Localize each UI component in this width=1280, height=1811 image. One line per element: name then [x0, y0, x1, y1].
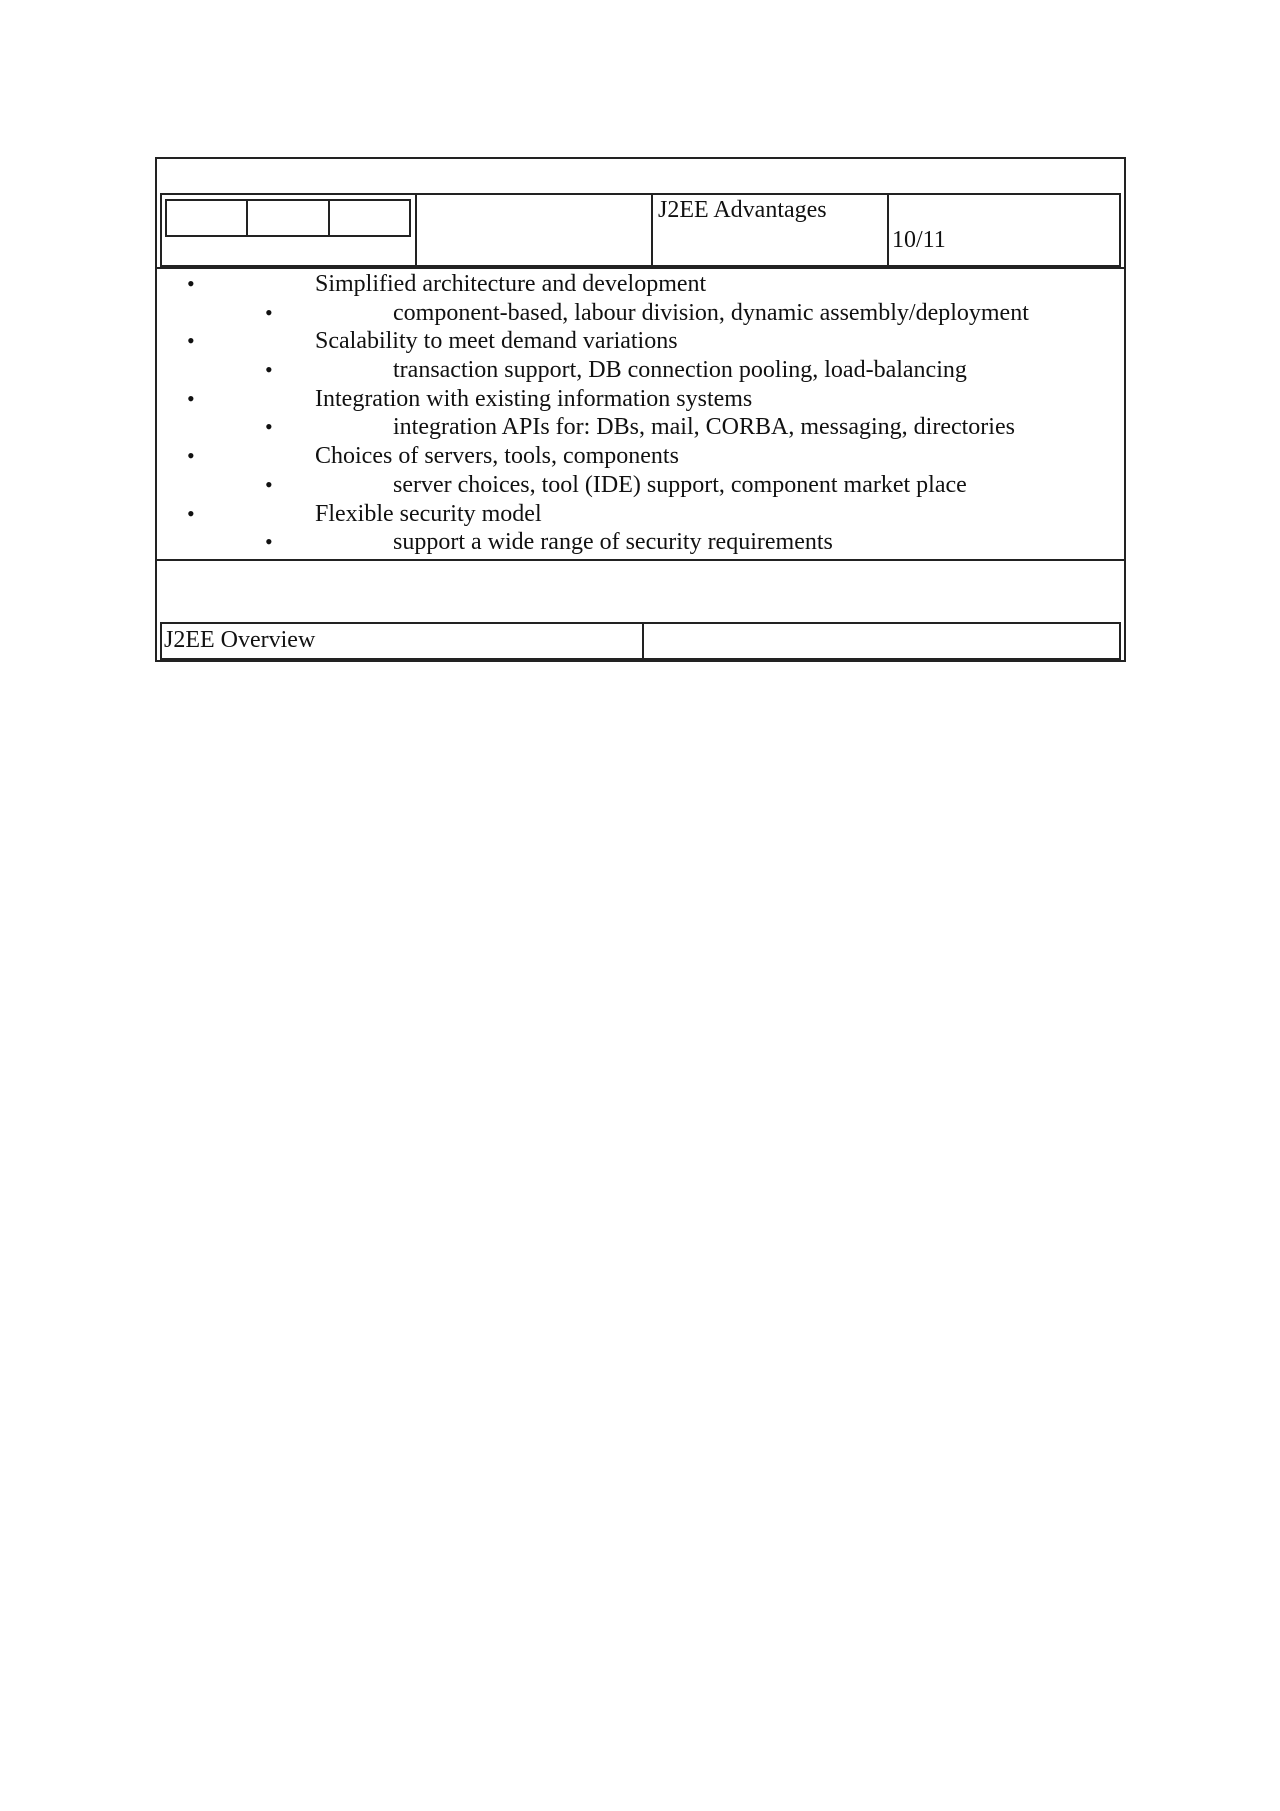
nav-button-last[interactable]: [328, 201, 409, 235]
nav-button-group: [165, 199, 411, 237]
bullet-icon: •: [265, 471, 273, 497]
slide-footer: [160, 622, 1121, 660]
bullet-text: Scalability to meet demand variations: [315, 328, 678, 355]
slide-header: [160, 193, 1121, 267]
footer-left-cell: [162, 624, 644, 658]
bullet-text: Simplified architecture and development: [315, 271, 707, 297]
page-number: 10/11: [892, 227, 946, 253]
sub-bullet-text: integration APIs for: DBs, mail, CORBA, messaging, directories: [393, 414, 1015, 441]
sub-bullet-text: support a wide range of security requirements: [393, 529, 833, 556]
content-divider-bottom: [157, 559, 1124, 561]
bullet-icon: •: [265, 357, 273, 383]
page-number-cell: [889, 195, 1119, 265]
sub-bullet-item: [157, 299, 1124, 328]
bullet-icon: •: [187, 271, 195, 296]
slide-title: J2EE Advantages: [658, 197, 827, 223]
title-cell: [653, 195, 889, 265]
footer-right-cell: [644, 624, 1119, 658]
bullet-icon: •: [265, 414, 273, 440]
bullet-icon: •: [187, 443, 195, 469]
sub-bullet-item: [157, 413, 1124, 442]
bullet-icon: •: [187, 500, 195, 526]
bullet-text: Integration with existing information systems: [315, 385, 753, 412]
bullet-text: Choices of servers, tools, components: [315, 443, 679, 470]
nav-button-middle[interactable]: [246, 201, 327, 235]
bullet-item: [157, 385, 1124, 414]
sub-bullet-text: server choices, tool (IDE) support, component market place: [393, 471, 967, 498]
nav-button-first[interactable]: [167, 201, 246, 235]
sub-bullet-item: [157, 471, 1124, 500]
sub-bullet-item: [157, 528, 1124, 557]
content-divider-top: [157, 267, 1124, 269]
sub-bullet-item: [157, 356, 1124, 385]
bullet-icon: •: [265, 529, 273, 555]
bullet-icon: •: [187, 328, 195, 354]
bullet-item: [157, 442, 1124, 471]
sub-bullet-text: transaction support, DB connection pooling, load-balancing: [393, 357, 967, 384]
bullet-text: Flexible security model: [315, 500, 542, 527]
nav-cell: [162, 195, 417, 265]
footer-title: J2EE Overview: [164, 627, 316, 653]
sub-bullet-text: component-based, labour division, dynamic assembly/deployment: [393, 299, 1029, 326]
bullet-list: [157, 270, 1124, 557]
slide-frame: [155, 157, 1126, 662]
bullet-item: [157, 500, 1124, 529]
bullet-icon: •: [265, 299, 273, 325]
header-empty-cell: [417, 195, 653, 265]
bullet-item: [157, 270, 1124, 299]
bullet-item: [157, 327, 1124, 356]
bullet-icon: •: [187, 385, 195, 411]
